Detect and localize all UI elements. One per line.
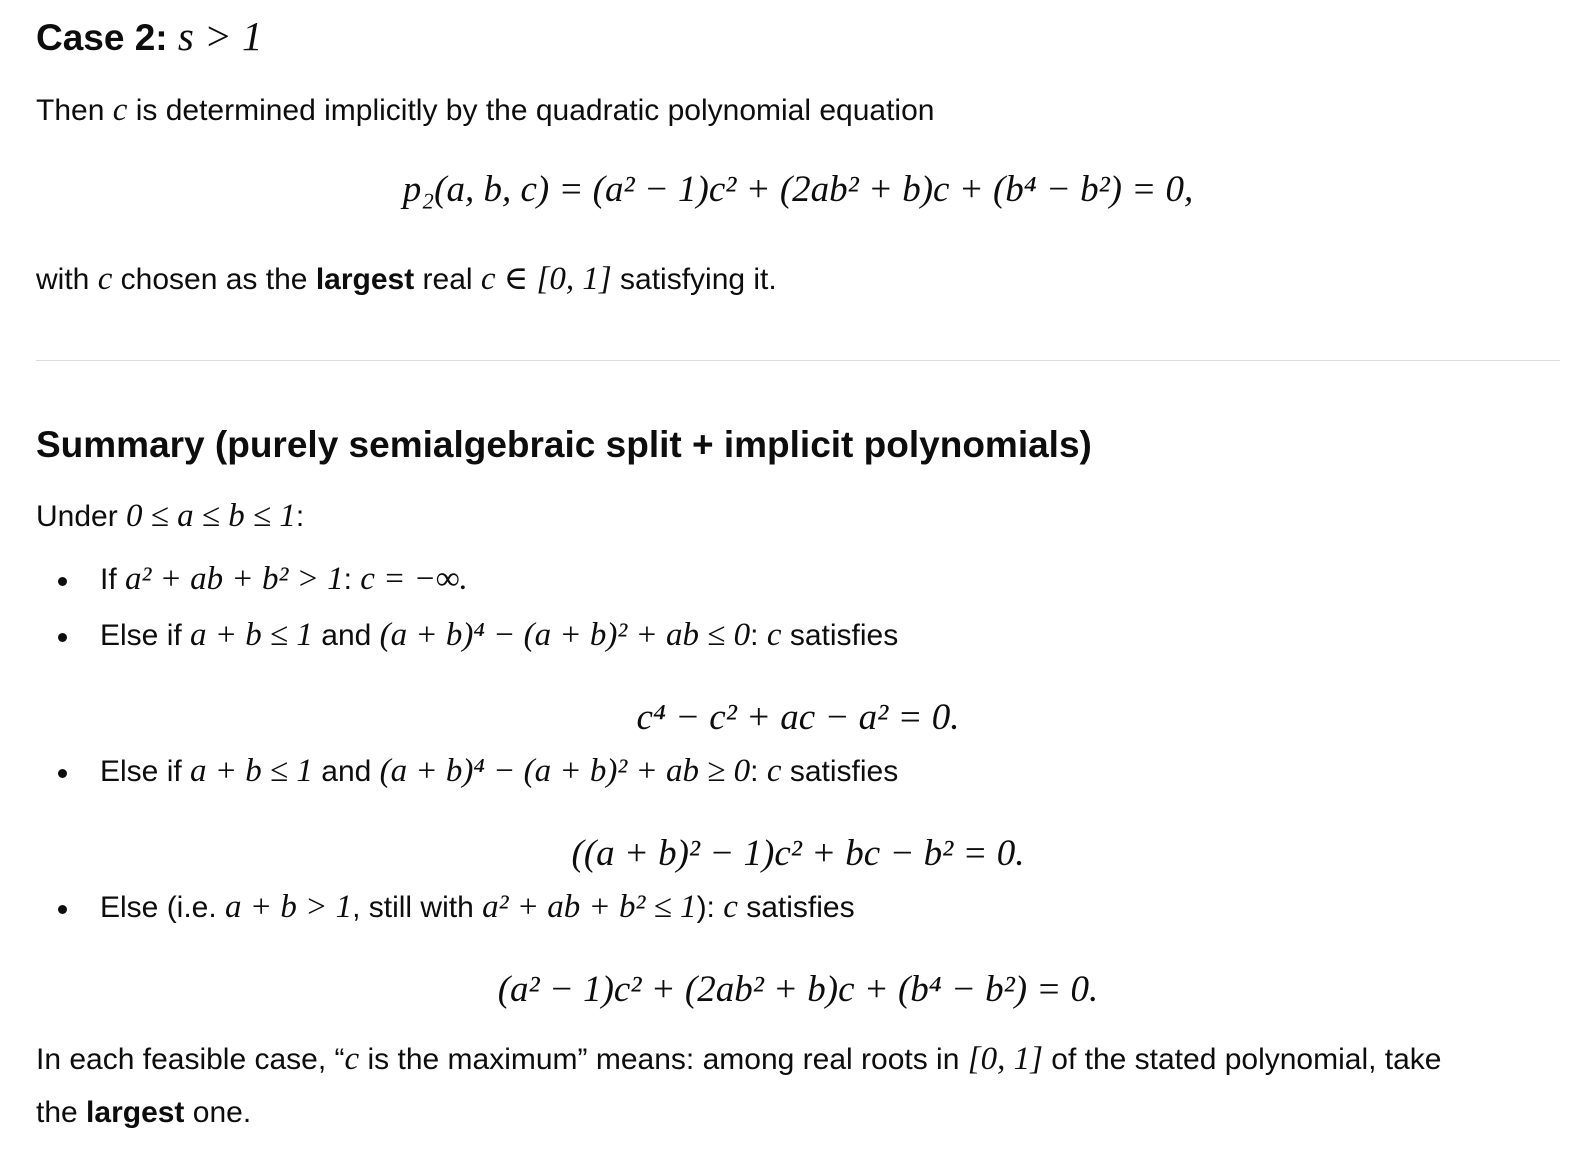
choice-math: c ∈ [0, 1]: [480, 261, 612, 297]
closing-line-1: [36, 1041, 1442, 1078]
under-math: 0 ≤ a ≤ b ≤ 1: [126, 498, 296, 534]
intro-text-after: is determined implicitly by the quadratic polynomial equation: [127, 94, 935, 127]
item-colon: :: [343, 563, 361, 596]
closing-math: [0, 1]: [967, 1041, 1043, 1077]
main-equation: p₂(a, b, c) = (a² − 1)c² + (2ab² + b)c + (b⁴ − b²) = 0,: [402, 169, 1194, 210]
section-divider: [36, 360, 1560, 361]
list-bullet: [58, 633, 67, 642]
item-prefix: Else if: [100, 755, 191, 788]
item-condition-2: a² + ab + b² ≤ 1: [482, 889, 697, 925]
item-close: ):: [696, 891, 724, 924]
item-and: and: [312, 619, 380, 652]
case-heading-math: s > 1: [177, 13, 263, 59]
item-var: c: [766, 753, 782, 789]
choice-bold-largest: largest: [315, 263, 415, 296]
under-end: :: [295, 500, 305, 533]
item-condition-1: a + b > 1: [225, 889, 353, 925]
item-condition: a² + ab + b² > 1: [125, 561, 344, 597]
item-suffix: satisfies: [781, 755, 899, 788]
item-colon: :: [750, 619, 767, 652]
item-equation: c⁴ − c² + ac − a² = 0.: [636, 697, 960, 738]
item-condition-1: a + b ≤ 1: [190, 617, 313, 653]
under-label: Under: [36, 500, 127, 533]
closing-text-before: In each feasible case, “: [36, 1043, 345, 1076]
closing-text-after: of the stated polynomial, take: [1042, 1043, 1442, 1076]
item-result: c = −∞.: [360, 561, 468, 597]
closing2-bold-largest: largest: [86, 1096, 185, 1129]
item-suffix: satisfies: [737, 891, 855, 924]
intro-text-before: Then: [36, 94, 113, 127]
item-suffix: satisfies: [781, 619, 899, 652]
choice-text-middle: chosen as the: [112, 263, 316, 296]
summary-under-line: [36, 498, 304, 535]
choice-paragraph: [36, 258, 777, 298]
choice-text-end: satisfying it.: [611, 263, 777, 296]
list-bullet: [58, 905, 67, 914]
list-item: [100, 617, 898, 654]
list-bullet: [58, 577, 67, 586]
closing-line-2: [36, 1096, 251, 1130]
intro-paragraph: [36, 92, 934, 129]
item-equation: (a² − 1)c² + (2ab² + b)c + (b⁴ − b²) = 0.: [497, 969, 1099, 1010]
closing-text-mid: is the maximum” means: among real roots in: [359, 1043, 968, 1076]
item-condition-2: (a + b)⁴ − (a + b)² + ab ≤ 0: [379, 617, 751, 653]
choice-text-before: with: [36, 263, 98, 296]
case-heading-label: Case 2:: [36, 17, 168, 58]
item-equation: ((a + b)² − 1)c² + bc − b² = 0.: [571, 833, 1025, 874]
list-item: [100, 561, 468, 598]
item-condition-1: a + b ≤ 1: [190, 753, 313, 789]
closing-var: c: [344, 1041, 360, 1077]
item-prefix: Else (i.e.: [100, 891, 226, 924]
closing2-text-after: one.: [184, 1096, 252, 1129]
item-condition-2: (a + b)⁴ − (a + b)² + ab ≥ 0: [379, 753, 751, 789]
item-var: c: [723, 889, 738, 925]
list-item: [100, 753, 898, 790]
item-colon: :: [750, 755, 767, 788]
item-mid: , still with: [352, 891, 483, 924]
item-var: c: [766, 617, 782, 653]
list-item: [100, 889, 855, 926]
item-prefix: If: [100, 563, 126, 596]
choice-var: c: [97, 261, 113, 297]
intro-var: c: [112, 92, 128, 128]
item-prefix: Else if: [100, 619, 191, 652]
list-bullet: [58, 769, 67, 778]
summary-heading: Summary (purely semialgebraic split + implicit polynomials): [36, 424, 1092, 465]
case-heading: [36, 12, 263, 60]
choice-text-after-bold: real: [414, 263, 481, 296]
closing2-text-before: the: [36, 1096, 87, 1129]
item-and: and: [312, 755, 380, 788]
